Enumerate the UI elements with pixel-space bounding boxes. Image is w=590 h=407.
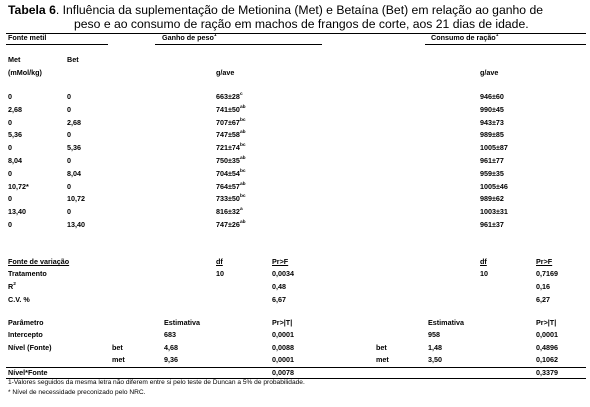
anova-pr2: 0,7169 (536, 269, 558, 278)
cell-met: 13,40 (8, 207, 26, 217)
ganho-letter: bc (239, 194, 246, 200)
ganho-letter: ab (239, 220, 246, 225)
cell-met: 10,72* (8, 181, 29, 191)
cell-ganho (216, 169, 246, 178)
ganho-value: 707±67 (216, 117, 240, 127)
table-caption-line1 (8, 4, 543, 17)
caption-text-1: . Influência da suplementação de Metionina (Met) e Betaína (Bet) em relação ao ganho de (55, 3, 543, 17)
cell-ganho (216, 92, 243, 101)
cell-bet: 0 (67, 181, 71, 191)
anova-header-pr1: Pr>F (272, 257, 289, 266)
top-rule (6, 33, 586, 34)
ganho-letter: ab (239, 156, 246, 161)
anova-row-label (8, 269, 47, 278)
cell-bet: 2,68 (67, 117, 81, 127)
cell-bet: 0 (67, 104, 71, 114)
cell-met: 0 (8, 117, 12, 127)
cell-consumo: 990±45 (480, 104, 504, 114)
param-header-label: Parâmetro (8, 318, 44, 327)
anova-label-text: C.V. % (8, 294, 30, 304)
ganho-value: 747±58 (216, 130, 240, 140)
cell-bet: 5,36 (67, 143, 81, 153)
ganho-value: 816±32 (216, 207, 240, 217)
anova-label-text: Tratamento (8, 269, 47, 278)
cell-bet: 8,04 (67, 168, 81, 178)
ganho-value: 721±74 (216, 143, 240, 153)
cell-met: 2,68 (8, 104, 22, 114)
ganho-letter: ab (239, 130, 246, 136)
ganho-value: 733±50 (216, 194, 240, 204)
cell-ganho (216, 143, 246, 152)
param-header-pr1: Pr>|T| (272, 318, 293, 327)
param-label: Nível*Fonte (8, 368, 48, 377)
param-pr1: 0,0001 (272, 330, 294, 339)
cell-met: 0 (8, 92, 12, 101)
param-pr1: 0,0078 (272, 368, 294, 377)
header-bet: Bet (67, 55, 79, 64)
anova-pr1: 0,48 (272, 281, 286, 291)
param-header-pr2: Pr>|T| (536, 318, 557, 327)
cell-consumo: 961±77 (480, 156, 504, 165)
cell-ganho (216, 207, 243, 216)
cell-consumo: 1005±46 (480, 181, 508, 191)
cell-ganho (216, 118, 246, 127)
header-consumo-de-racao: Consumo de ração$^1$ (431, 33, 499, 42)
header-fonte-metil: Fonte metil (8, 33, 47, 42)
rule-fonte (6, 44, 108, 45)
header-unit: (mMol/kg) (8, 68, 42, 77)
footnote-1: 1-Valores seguidos da mesma letra não diferem entre si pelo teste de Duncan a 5% de probabilidade. (8, 379, 305, 386)
anova-pr2: 0,16 (536, 281, 550, 291)
cell-met: 0 (8, 220, 12, 229)
anova-header-fonte: Fonte de variação (8, 257, 70, 266)
anova-label-sup: 2 (13, 281, 16, 287)
ganho-value: 704±54 (216, 168, 240, 178)
cell-ganho (216, 130, 246, 139)
cell-consumo: 961±37 (480, 220, 504, 229)
cell-consumo: 959±35 (480, 168, 504, 178)
cell-met: 0 (8, 168, 12, 178)
anova-label-text: R (8, 281, 14, 291)
ganho-value: 663±28 (216, 92, 240, 101)
param-sub2: bet (376, 342, 387, 352)
rule-nivel-fonte-top (6, 367, 586, 368)
cell-bet: 0 (67, 156, 71, 165)
rule-ganho (155, 44, 322, 45)
cell-consumo: 1005±87 (480, 143, 508, 153)
ganho-value: 747±26 (216, 220, 240, 229)
cell-ganho (216, 220, 246, 229)
anova-df2: 10 (480, 269, 488, 278)
ganho-letter: ab (239, 104, 246, 110)
cell-consumo: 989±62 (480, 194, 504, 204)
cell-consumo: 943±73 (480, 117, 504, 127)
cell-consumo: 1003±31 (480, 207, 508, 217)
anova-row-label (8, 282, 16, 291)
ganho-letter: bc (239, 168, 246, 174)
cell-met: 5,36 (8, 130, 22, 140)
header-met: Met (8, 55, 21, 64)
cell-bet: 0 (67, 92, 71, 101)
anova-header-df2: df (480, 257, 487, 266)
header-ganho-de-peso: Ganho de peso$^1$ (162, 33, 217, 42)
param-label: Nível (Fonte) (8, 342, 52, 352)
cell-ganho (216, 182, 246, 191)
cell-bet: 10,72 (67, 194, 85, 204)
footnote-2: * Nível de necessidade preconizado pelo NRC. (8, 389, 146, 396)
rule-consumo (425, 44, 586, 45)
header-gave-ganho: g/ave (216, 68, 235, 77)
anova-pr1: 6,67 (272, 294, 286, 304)
cell-ganho (216, 156, 246, 165)
ganho-letter: bc (239, 117, 246, 123)
header-gave-consumo: g/ave (480, 68, 499, 77)
param-est1: 683 (164, 330, 176, 339)
ganho-letter: ab (239, 181, 246, 187)
cell-met: 0 (8, 194, 12, 204)
param-sub1: bet (112, 342, 123, 352)
param-pr2: 0,4896 (536, 342, 558, 352)
param-label: Intercepto (8, 330, 43, 339)
ganho-value: 750±35 (216, 156, 240, 165)
anova-df1: 10 (216, 269, 224, 278)
param-est2: 1,48 (428, 342, 442, 352)
param-sub1: met (112, 355, 125, 364)
ganho-letter: bc (239, 143, 246, 149)
cell-bet: 13,40 (67, 220, 85, 229)
cell-met: 0 (8, 143, 12, 153)
anova-row-label (8, 295, 30, 304)
ganho-value: 741±50 (216, 104, 240, 114)
anova-pr1: 0,0034 (272, 269, 294, 278)
param-pr2: 0,0001 (536, 330, 558, 339)
param-est1: 9,36 (164, 355, 178, 364)
anova-header-df1: df (216, 257, 223, 266)
param-header-est1: Estimativa (164, 318, 200, 327)
param-pr1: 0,0088 (272, 342, 294, 352)
cell-consumo: 946±60 (480, 92, 504, 101)
table-label: Tabela 6 (8, 3, 56, 17)
param-est2: 958 (428, 330, 440, 339)
anova-header-pr2: Pr>F (536, 257, 553, 266)
ganho-value: 764±57 (216, 181, 240, 191)
cell-bet: 0 (67, 207, 71, 217)
cell-met: 8,04 (8, 156, 22, 165)
param-est1: 4,68 (164, 342, 178, 352)
param-header-est2: Estimativa (428, 318, 464, 327)
ganho-letter: c (239, 92, 243, 97)
table-caption-line2: peso e ao consumo de ração em machos de frangos de corte, aos 21 dias de idade. (74, 17, 529, 31)
param-est2: 3,50 (428, 355, 442, 364)
cell-ganho (216, 105, 246, 114)
param-sub2: met (376, 355, 389, 364)
param-pr2: 0,3379 (536, 368, 558, 377)
ganho-letter: a (239, 207, 243, 213)
cell-bet: 0 (67, 130, 71, 140)
cell-consumo: 989±85 (480, 130, 504, 140)
cell-ganho (216, 194, 246, 203)
anova-pr2: 6,27 (536, 294, 550, 304)
param-pr1: 0,0001 (272, 355, 294, 364)
param-pr2: 0,1062 (536, 355, 558, 364)
